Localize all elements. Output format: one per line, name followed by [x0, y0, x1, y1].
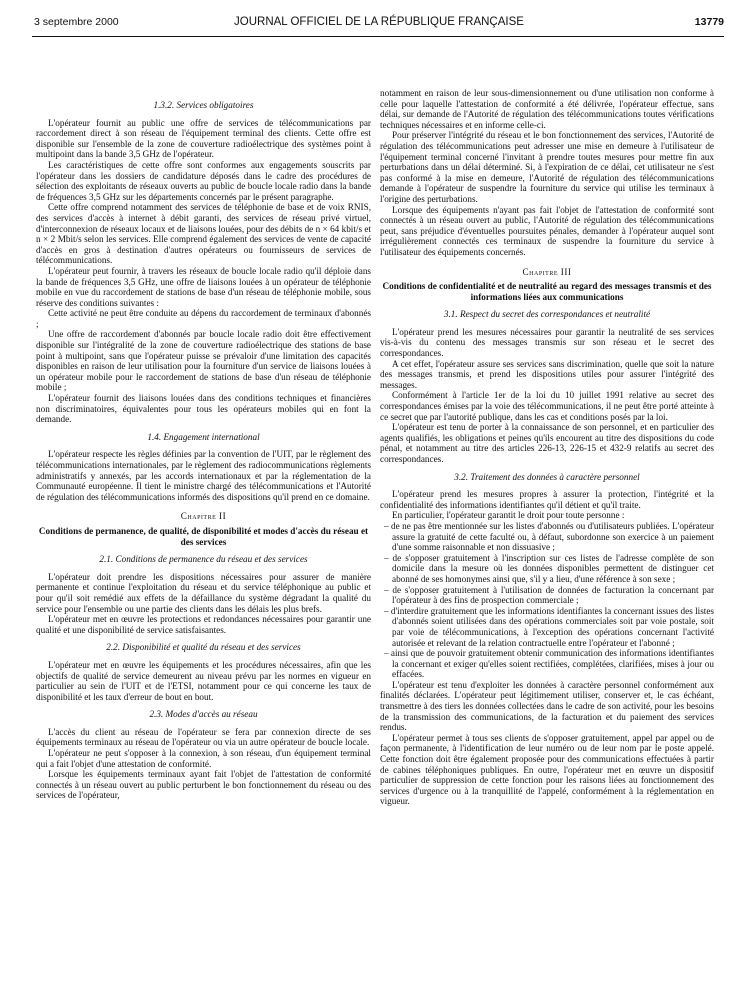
paragraph: L'opérateur est tenu d'exploiter les données à caractère personnel conformément aux finalités déclarées. L'opérateur peut légitimement utiliser, conserver et, le cas échéant, transmettre à des tiers les données collectées dans le cadre de son activité, pour les besoins de la transmission des communications, de la facturation et du paiement des services rendus. — [380, 679, 714, 733]
paragraph: Cette offre comprend notamment des services de téléphonie de base et de voix RNIS, des services d'accès à internet à débit garanti, des services de réseau privé virtuel, d'interconnexion de réseaux locaux et de liaisons louées, pour des débits de n × 64 kbit/s et n × 2 Mbit/s selon les services. Elle comprend également des services de vente de capacité d'accès en gros à destination d'autres opérateurs ou fournisseurs de services de télécommunications. — [36, 202, 371, 266]
paragraph: Lorsque les équipements terminaux ayant fait l'objet de l'attestation de conformité connectés à un réseau ouvert au public perturbent le bon fonctionnement du réseau ou des services de l'opérateur, — [36, 769, 371, 801]
section-heading: 3.1. Respect du secret des correspondances et neutralité — [443, 309, 651, 320]
header-page-number: 13779 — [694, 16, 724, 28]
paragraph: L'opérateur fournit des liaisons louées dans des conditions techniques et financières non discriminatoires, équivalentes pour tous les opérateurs mobiles qui en font la demande. — [36, 393, 371, 425]
section-heading: 1.4. Engagement international — [147, 431, 260, 442]
paragraph: Les caractéristiques de cette offre sont conformes aux engagements souscrits par l'opérateur dans les dossiers de candidature déposés dans le cadre des procédures de sélection des exploitants de réseaux ouverts au public de boucle locale radio dans la bande de fréquences 3,5 GHz sur les départements concernés par le présent paragraphe. — [36, 159, 371, 202]
paragraph: Lorsque des équipements n'ayant pas fait l'objet de l'attestation de conformité sont connectés à un réseau ouvert au public, l'Autorité de régulation des télécommunications peut, sans préjudice d'éventuelles poursuites pénales, demander à l'opérateur auquel sont irrégulièrement connectés ces terminaux de suspendre la fourniture du service à l'utilisateur des équipements concernés. — [380, 204, 714, 257]
paragraph: Conformément à l'article 1er de la loi du 10 juillet 1991 relative au secret des correspondances émises par la voie des télécommunications, il ne peut être porté atteinte à ce secret que par l'autorité publique, dans les cas et conditions posés par la loi. — [380, 390, 714, 422]
paragraph: L'opérateur peut fournir, à travers les réseaux de boucle locale radio qu'il déploie dans la bande de fréquences 3,5 GHz, une offre de liaisons louées à un opérateur de téléphonie mobile en vue du raccordement de stations de base d'un réseau de téléphonie mobile, sous réserve des conditions suivantes : — [36, 265, 371, 308]
paragraph: L'opérateur met en œuvre les équipements et les procédures nécessaires, afin que les objectifs de qualité de service demeurent au niveau prévu par les normes en vigueur en particulier au sein de l'UIT et de l'ETSI, notamment pour ce qui concerne les taux de disponibilité et les taux d'erreur de bout en bout. — [36, 659, 371, 702]
chapter-title: Conditions de permanence, de qualité, de disponibilité et modes d'accès du réseau et des services — [38, 525, 369, 547]
section-heading: 1.3.2. Services obligatoires — [153, 100, 254, 110]
chapter-title: Conditions de confidentialité et de neutralité au regard des messages transmis et des informations liées aux communications — [382, 281, 712, 302]
list-item: – d'interdire gratuitement que les informations identifiantes la concernant issues des listes d'abonnés soient utilisées dans des opérations commerciales soit par voie postale, soit par voie de télécommunications, à l'exception des opérations concernant l'activité autorisée et relevant de la relation contractuelle entre l'opérateur et l'abonné ; — [384, 605, 714, 648]
paragraph: L'opérateur met en œuvre les protections et redondances nécessaires pour garantir une qualité et une disponibilité de service satisfaisantes. — [36, 614, 371, 635]
section-heading: 2.2. Disponibilité et qualité du réseau et des services — [106, 642, 301, 653]
paragraph: En particulier, l'opérateur garantit le droit pour toute personne : — [392, 510, 625, 521]
paragraph: L'opérateur ne peut s'opposer à la connexion, à son réseau, d'un équipement terminal qui a fait l'objet d'une attestation de conformité. — [36, 748, 371, 769]
section-heading: 3.2. Traitement des données à caractère personnel — [454, 471, 640, 482]
right-column — [380, 88, 714, 807]
section-heading: 2.1. Conditions de permanence du réseau et des services — [99, 554, 308, 565]
chapter-label: Chapitre III — [522, 266, 572, 277]
page-header — [34, 14, 724, 30]
header-journal-title: JOURNAL OFFICIEL DE LA RÉPUBLIQUE FRANÇAISE — [234, 16, 524, 28]
paragraph: L'accès du client au réseau de l'opérateur se fera par connexion directe de ses équipements terminaux au réseau de l'opérateur ou via un autre opérateur de boucle locale. — [36, 726, 371, 748]
paragraph: L'opérateur fournit au public une offre de services de télécommunications par raccordement direct à son réseau de l'équipement terminal des clients. Cette offre est disponible sur l'ensemble de la zone de couverture radioélectrique des systèmes point à multipoint dans la bande 3,5 GHz de l'opérateur. — [36, 117, 371, 160]
paragraph: L'opérateur prend les mesures nécessaires pour garantir la neutralité de ses services vis-à-vis du contenu des messages transmis sur son réseau et le secret des correspondances. — [380, 326, 714, 359]
paragraph: L'opérateur respecte les règles définies par la convention de l'UIT, par le règlement des télécommunications internationales, par le règlement des radiocommunications règlements administratifs y annexés, par les accords internationaux et par la réglementation de la Communauté européenne. Il tient le ministre chargé des télécommunications et l'Autorité de régulation des télécommunications informés des dispositions qu'il prend en ce domaine. — [36, 449, 371, 502]
chapter-label: Chapitre II — [180, 511, 227, 522]
paragraph: L'opérateur est tenu de porter à la connaissance de son personnel, et en particulier des agents qualifiés, les obligations et peines qu'ils encourent au titre des dispositions du code pénal, et notamment au titre des articles 226-13, 226-15 et 432-9 relatifs au secret des correspondances. — [380, 422, 714, 464]
paragraph: L'opérateur prend les mesures propres à assurer la protection, l'intégrité et la confidentialité des informations identifiantes qu'il détient et qu'il traite. — [380, 489, 714, 510]
paragraph: L'opérateur permet à tous ses clients de s'opposer gratuitement, appel par appel ou de façon permanente, à l'identification de leur numéro ou de leur nom par le poste appelé. Cette fonction doit être également proposée pour des communications effectuées à partir de cabines téléphoniques publiques. En outre, l'opérateur met en œuvre un dispositif particulier de suppression de cette fonction pour les raisons liées au fonctionnement des services d'urgence ou à la tranquillité de l'appelé, conformément à la réglementation en vigueur. — [380, 732, 714, 807]
left-column — [36, 93, 371, 801]
paragraph: L'opérateur doit prendre les dispositions nécessaires pour assurer de manière permanente et continue l'exploitation du réseau et du service téléphonique au public et pour qu'il soit remédié aux effets de la défaillance du système dégradant la qualité du service pour l'ensemble ou une partie des clients dans les délais les plus brefs. — [36, 571, 371, 614]
paragraph: A cet effet, l'opérateur assure ses services sans discrimination, quelle que soit la nature des messages transmis, et prend les dispositions utiles pour assurer l'intégrité des messages. — [380, 358, 714, 390]
list-item: – de ne pas être mentionnée sur les listes d'abonnés ou d'utilisateurs publiées. L'opérateur assure la gratuité de cette faculté ou, à défaut, subordonne son exercice à un paiement d'une somme raisonnable et non dissuasive ; — [384, 520, 714, 553]
list-item: – de s'opposer gratuitement à l'inscription sur ces listes de l'adresse complète de son domicile dans la mesure où les données disponibles permettent de distinguer cet abonné de ses homonymes ainsi que, s'il y a lieu, d'une référence à son sexe ; — [384, 552, 714, 584]
list-item: – de s'opposer gratuitement à l'utilisation de données de facturation la concernant par l'opérateur à des fins de prospection commerciale ; — [384, 584, 714, 606]
paragraph: notamment en raison de leur sous-dimensionnement ou d'une utilisation non conforme à celle pour laquelle l'attestation de conformité a été délivrée, l'opérateur effectue, sans délai, sur demande de l'Autorité de régulation des télécommunications toutes vérifications techniques nécessaires et en informe celle-ci. — [380, 88, 714, 130]
paragraph: Cette activité ne peut être conduite au dépens du raccordement de terminaux d'abonnés ; — [36, 308, 371, 329]
paragraph: Pour préserver l'intégrité du réseau et le bon fonctionnement des services, l'Autorité de régulation des télécommunications peut adresser une mise en demeure à l'utilisateur de l'équipement terminal concerné l'invitant à prendre toutes mesures pour mettre fin aux perturbations dans un délai déterminé. Si, à l'expiration de ce délai, cet utilisateur ne s'est pas conformé à la mise en demeure, l'Autorité de régulation des télécommunications demande à l'opérateur de suspendre la fourniture du service qui utilise les terminaux à l'origine des perturbations. — [380, 130, 714, 204]
header-rule — [32, 36, 724, 37]
paragraph: Une offre de raccordement d'abonnés par boucle locale radio doit être effectivement disponible sur l'intégralité de la zone de couverture radioélectrique des stations de base point à multipoint, sans que l'opérateur puisse se prévaloir d'une limitation des capacités disponibles en raison de leur utilisation pour la fourniture d'un service de liaisons louées à un opérateur mobile pour le raccordement de stations de base d'un réseau de téléphonie mobile ; — [36, 329, 371, 393]
list-item: – ainsi que de pouvoir gratuitement obtenir communication des informations identifiantes la concernant et exiger qu'elles soient rectifiées, complétées, clarifiées, mises à jour ou effacées. — [384, 648, 714, 680]
section-heading: 2.3. Modes d'accès au réseau — [149, 709, 258, 720]
header-date: 3 septembre 2000 — [34, 16, 119, 28]
